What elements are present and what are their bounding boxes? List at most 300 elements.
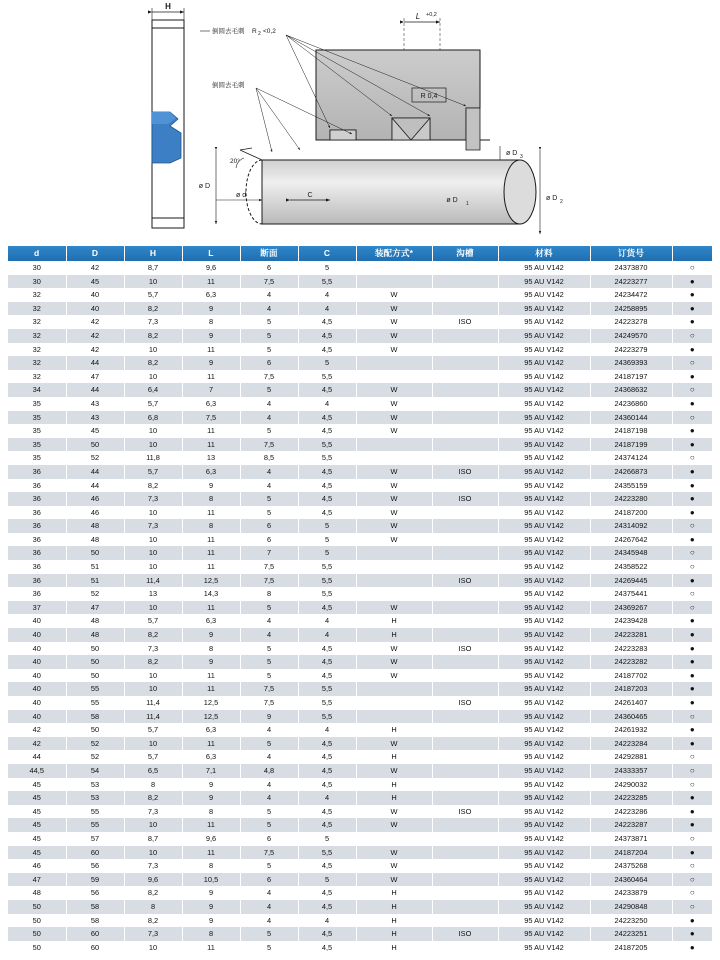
cell-C: 4 — [298, 914, 356, 928]
cell-order: 24223284 — [590, 737, 672, 751]
cell-L: 13 — [182, 451, 240, 465]
cell-mount: W — [356, 506, 432, 520]
cell-L: 8 — [182, 642, 240, 656]
cell-C: 5,5 — [298, 574, 356, 588]
cell-C: 5 — [298, 356, 356, 370]
cell-mount: W — [356, 873, 432, 887]
cell-order: 24292881 — [590, 750, 672, 764]
cell-L: 9 — [182, 302, 240, 316]
cell-stock: ○ — [672, 451, 712, 465]
cell-order: 24360144 — [590, 411, 672, 425]
cell-d: 36 — [8, 560, 66, 574]
cell-mount: W — [356, 343, 432, 357]
cell-stock: ● — [672, 846, 712, 860]
table-row — [8, 669, 712, 683]
cell-L: 7,1 — [182, 764, 240, 778]
cell-groove — [432, 261, 498, 275]
cell-d: 42 — [8, 737, 66, 751]
table-row — [8, 383, 712, 397]
cell-section: 4 — [240, 791, 298, 805]
cell-material: 95 AU V142 — [498, 859, 590, 873]
label-dia-D3: ø D — [506, 150, 518, 157]
cell-mount: H — [356, 900, 432, 914]
cell-C: 4,5 — [298, 764, 356, 778]
label-dia-D: ø D — [198, 183, 210, 190]
table-row — [8, 356, 712, 370]
cell-d: 36 — [8, 546, 66, 560]
cell-groove — [432, 329, 498, 343]
table-row — [8, 506, 712, 520]
cell-stock: ● — [672, 275, 712, 289]
cell-d: 40 — [8, 655, 66, 669]
table-row — [8, 941, 712, 955]
cell-mount: W — [356, 492, 432, 506]
cell-material: 95 AU V142 — [498, 832, 590, 846]
cell-H: 11,4 — [124, 710, 182, 724]
cell-L: 11 — [182, 818, 240, 832]
cell-material: 95 AU V142 — [498, 533, 590, 547]
label-dia-D1-sub: 1 — [466, 201, 469, 207]
cell-C: 4,5 — [298, 492, 356, 506]
cell-stock: ● — [672, 628, 712, 642]
table-row — [8, 370, 712, 384]
cell-material: 95 AU V142 — [498, 465, 590, 479]
cell-material: 95 AU V142 — [498, 873, 590, 887]
cell-material: 95 AU V142 — [498, 886, 590, 900]
cell-D: 43 — [66, 397, 124, 411]
cell-L: 12,5 — [182, 710, 240, 724]
cell-order: 24223280 — [590, 492, 672, 506]
table-row — [8, 479, 712, 493]
cell-d: 35 — [8, 451, 66, 465]
cell-C: 4,5 — [298, 805, 356, 819]
cell-H: 7,3 — [124, 519, 182, 533]
cell-stock: ○ — [672, 873, 712, 887]
cell-d: 32 — [8, 302, 66, 316]
cell-D: 50 — [66, 723, 124, 737]
cell-L: 11 — [182, 546, 240, 560]
cell-order: 24233879 — [590, 886, 672, 900]
cell-C: 4,5 — [298, 329, 356, 343]
cell-stock: ● — [672, 574, 712, 588]
cell-C: 4,5 — [298, 424, 356, 438]
cell-H: 11,4 — [124, 696, 182, 710]
cell-stock: ○ — [672, 764, 712, 778]
cell-section: 5 — [240, 315, 298, 329]
cell-section: 4 — [240, 397, 298, 411]
cell-L: 9,6 — [182, 832, 240, 846]
cell-d: 45 — [8, 805, 66, 819]
table-row — [8, 315, 712, 329]
cell-material: 95 AU V142 — [498, 451, 590, 465]
cell-L: 11 — [182, 506, 240, 520]
cell-stock: ● — [672, 397, 712, 411]
dim-dia-D3 — [500, 146, 523, 160]
cell-order: 24234472 — [590, 288, 672, 302]
cell-order: 24360465 — [590, 710, 672, 724]
cell-order: 24223285 — [590, 791, 672, 805]
table-row — [8, 628, 712, 642]
cell-order: 24223251 — [590, 927, 672, 941]
cell-L: 9 — [182, 886, 240, 900]
cell-material: 95 AU V142 — [498, 669, 590, 683]
cell-mount: W — [356, 302, 432, 316]
cell-section: 4,8 — [240, 764, 298, 778]
table-row — [8, 642, 712, 656]
table-row — [8, 710, 712, 724]
cell-groove — [432, 601, 498, 615]
cell-order: 24187205 — [590, 941, 672, 955]
cell-H: 10 — [124, 546, 182, 560]
cell-C: 4,5 — [298, 315, 356, 329]
cell-section: 5 — [240, 506, 298, 520]
cell-mount: W — [356, 859, 432, 873]
cell-stock: ○ — [672, 601, 712, 615]
table-row — [8, 927, 712, 941]
cell-stock: ● — [672, 424, 712, 438]
cell-H: 7,3 — [124, 859, 182, 873]
table-row — [8, 560, 712, 574]
cell-material: 95 AU V142 — [498, 696, 590, 710]
cell-groove — [432, 479, 498, 493]
cell-material: 95 AU V142 — [498, 587, 590, 601]
cell-material: 95 AU V142 — [498, 438, 590, 452]
cell-D: 46 — [66, 492, 124, 506]
cell-order: 24375268 — [590, 859, 672, 873]
cell-section: 7,5 — [240, 846, 298, 860]
cell-D: 44 — [66, 479, 124, 493]
cell-D: 45 — [66, 275, 124, 289]
cell-section: 4 — [240, 914, 298, 928]
cell-stock: ○ — [672, 261, 712, 275]
housing-block — [316, 50, 490, 150]
cell-section: 4 — [240, 614, 298, 628]
cell-mount: W — [356, 519, 432, 533]
table-row — [8, 750, 712, 764]
cell-stock: ● — [672, 533, 712, 547]
cell-section: 7,5 — [240, 696, 298, 710]
cell-H: 7,3 — [124, 492, 182, 506]
cell-groove — [432, 737, 498, 751]
column-header-material: 材料 — [498, 246, 590, 261]
label-dia-D2: ø D — [546, 195, 558, 202]
cell-groove: ISO — [432, 927, 498, 941]
cell-section: 6 — [240, 261, 298, 275]
cell-order: 24239428 — [590, 614, 672, 628]
cell-mount — [356, 451, 432, 465]
cell-D: 44 — [66, 383, 124, 397]
cell-stock: ● — [672, 696, 712, 710]
label-dia-D3-sub: 3 — [520, 154, 523, 160]
cell-material: 95 AU V142 — [498, 261, 590, 275]
cell-d: 32 — [8, 288, 66, 302]
cell-D: 53 — [66, 791, 124, 805]
cell-D: 52 — [66, 750, 124, 764]
table-row — [8, 261, 712, 275]
cell-stock: ○ — [672, 560, 712, 574]
cell-material: 95 AU V142 — [498, 302, 590, 316]
cell-D: 58 — [66, 900, 124, 914]
cell-stock: ○ — [672, 900, 712, 914]
cell-groove — [432, 750, 498, 764]
cell-C: 4 — [298, 628, 356, 642]
cell-d: 47 — [8, 873, 66, 887]
cell-section: 6 — [240, 832, 298, 846]
table-row — [8, 492, 712, 506]
cell-d: 45 — [8, 832, 66, 846]
cell-d: 36 — [8, 492, 66, 506]
cell-stock: ○ — [672, 546, 712, 560]
table-row — [8, 614, 712, 628]
cell-order: 24223282 — [590, 655, 672, 669]
cell-mount: W — [356, 383, 432, 397]
cell-H: 8 — [124, 900, 182, 914]
cell-L: 14,3 — [182, 587, 240, 601]
table-row — [8, 397, 712, 411]
cell-H: 10 — [124, 424, 182, 438]
table-row — [8, 682, 712, 696]
cell-d: 35 — [8, 438, 66, 452]
cell-L: 6,3 — [182, 750, 240, 764]
cell-material: 95 AU V142 — [498, 343, 590, 357]
cell-C: 5,5 — [298, 560, 356, 574]
cell-section: 5 — [240, 941, 298, 955]
cell-L: 11 — [182, 737, 240, 751]
table-row — [8, 275, 712, 289]
table-row — [8, 302, 712, 316]
cell-C: 4,5 — [298, 750, 356, 764]
cell-mount: H — [356, 791, 432, 805]
cell-L: 8 — [182, 859, 240, 873]
cell-d: 45 — [8, 791, 66, 805]
column-header-H: H — [124, 246, 182, 261]
cell-material: 95 AU V142 — [498, 614, 590, 628]
cell-section: 5 — [240, 818, 298, 832]
table-row — [8, 411, 712, 425]
cell-material: 95 AU V142 — [498, 710, 590, 724]
label-deburr-1-sub: 2 — [258, 31, 261, 37]
cell-C: 4 — [298, 288, 356, 302]
cell-H: 7,3 — [124, 927, 182, 941]
cell-H: 10 — [124, 818, 182, 832]
cell-d: 36 — [8, 574, 66, 588]
cell-material: 95 AU V142 — [498, 356, 590, 370]
cell-L: 11 — [182, 438, 240, 452]
label-dia-d: ø d — [236, 192, 247, 199]
cell-mount: H — [356, 723, 432, 737]
cell-groove — [432, 383, 498, 397]
cell-material: 95 AU V142 — [498, 764, 590, 778]
cell-D: 55 — [66, 696, 124, 710]
cell-L: 12,5 — [182, 696, 240, 710]
cell-L: 9 — [182, 329, 240, 343]
cell-groove: ISO — [432, 642, 498, 656]
cell-section: 4 — [240, 479, 298, 493]
cell-d: 32 — [8, 343, 66, 357]
cell-groove — [432, 764, 498, 778]
cell-section: 6 — [240, 533, 298, 547]
cell-mount: W — [356, 601, 432, 615]
cell-D: 60 — [66, 941, 124, 955]
table-row — [8, 343, 712, 357]
cell-d: 34 — [8, 383, 66, 397]
cell-order: 24261407 — [590, 696, 672, 710]
cell-order: 24369393 — [590, 356, 672, 370]
cell-d: 36 — [8, 465, 66, 479]
cell-material: 95 AU V142 — [498, 818, 590, 832]
cell-material: 95 AU V142 — [498, 329, 590, 343]
cell-stock: ● — [672, 506, 712, 520]
cell-H: 10 — [124, 941, 182, 955]
cell-material: 95 AU V142 — [498, 315, 590, 329]
cell-H: 10 — [124, 846, 182, 860]
cell-groove — [432, 343, 498, 357]
cell-groove — [432, 778, 498, 792]
table-row — [8, 655, 712, 669]
cell-C: 4,5 — [298, 506, 356, 520]
table-row — [8, 914, 712, 928]
cell-H: 10 — [124, 438, 182, 452]
cell-D: 52 — [66, 451, 124, 465]
cell-order: 24236860 — [590, 397, 672, 411]
cell-groove — [432, 397, 498, 411]
cell-material: 95 AU V142 — [498, 655, 590, 669]
cell-D: 42 — [66, 315, 124, 329]
cell-d: 45 — [8, 818, 66, 832]
cell-D: 42 — [66, 343, 124, 357]
cell-d: 44,5 — [8, 764, 66, 778]
cell-mount — [356, 546, 432, 560]
cell-mount: W — [356, 424, 432, 438]
cell-mount: W — [356, 655, 432, 669]
cell-C: 4 — [298, 302, 356, 316]
cell-H: 13 — [124, 587, 182, 601]
cell-groove — [432, 818, 498, 832]
shaft — [240, 148, 536, 224]
label-deburr-1-value: <0,2 — [263, 28, 276, 35]
column-header-order: 订货号 — [590, 246, 672, 261]
cell-order: 24369267 — [590, 601, 672, 615]
cell-section: 5 — [240, 655, 298, 669]
cell-mount — [356, 587, 432, 601]
column-header-C: C — [298, 246, 356, 261]
label-angle: 20° — [230, 158, 240, 165]
cell-d: 30 — [8, 275, 66, 289]
table-row — [8, 764, 712, 778]
cell-groove — [432, 587, 498, 601]
cell-D: 50 — [66, 438, 124, 452]
cell-order: 24290032 — [590, 778, 672, 792]
table-row — [8, 886, 712, 900]
table-row — [8, 859, 712, 873]
cell-mount: W — [356, 846, 432, 860]
cell-d: 35 — [8, 411, 66, 425]
cell-section: 5 — [240, 601, 298, 615]
cell-section: 5 — [240, 927, 298, 941]
cell-d: 45 — [8, 846, 66, 860]
technical-drawing — [0, 0, 720, 240]
cell-H: 10 — [124, 601, 182, 615]
cell-d: 40 — [8, 696, 66, 710]
cell-L: 11 — [182, 533, 240, 547]
cell-H: 8,7 — [124, 261, 182, 275]
cell-L: 11 — [182, 846, 240, 860]
cell-mount: W — [356, 737, 432, 751]
cell-material: 95 AU V142 — [498, 370, 590, 384]
cell-stock: ○ — [672, 329, 712, 343]
cell-order: 24314092 — [590, 519, 672, 533]
cell-H: 8,2 — [124, 628, 182, 642]
cell-L: 11 — [182, 601, 240, 615]
cell-material: 95 AU V142 — [498, 275, 590, 289]
cell-mount: W — [356, 411, 432, 425]
cell-H: 5,7 — [124, 723, 182, 737]
cell-order: 24223281 — [590, 628, 672, 642]
cell-stock: ● — [672, 914, 712, 928]
drawing-svg — [0, 0, 720, 240]
cell-C: 4 — [298, 791, 356, 805]
cell-stock: ○ — [672, 750, 712, 764]
cell-stock: ● — [672, 343, 712, 357]
cell-D: 55 — [66, 818, 124, 832]
cell-stock: ● — [672, 723, 712, 737]
cell-mount: W — [356, 533, 432, 547]
cell-groove — [432, 424, 498, 438]
table-row — [8, 791, 712, 805]
cell-groove — [432, 900, 498, 914]
cell-order: 24187203 — [590, 682, 672, 696]
cell-order: 24266873 — [590, 465, 672, 479]
cell-H: 6,5 — [124, 764, 182, 778]
cell-mount — [356, 832, 432, 846]
cell-stock: ● — [672, 941, 712, 955]
cell-L: 11 — [182, 669, 240, 683]
cell-D: 53 — [66, 778, 124, 792]
label-dia-D1: ø D — [446, 197, 458, 204]
cell-groove — [432, 723, 498, 737]
cell-H: 8,2 — [124, 356, 182, 370]
cell-groove — [432, 859, 498, 873]
cell-L: 8 — [182, 315, 240, 329]
cell-H: 5,7 — [124, 750, 182, 764]
table-row — [8, 533, 712, 547]
dim-H — [152, 2, 184, 22]
cell-material: 95 AU V142 — [498, 805, 590, 819]
cell-mount: H — [356, 886, 432, 900]
cell-stock: ● — [672, 315, 712, 329]
cell-D: 44 — [66, 356, 124, 370]
cell-groove — [432, 506, 498, 520]
cell-D: 56 — [66, 859, 124, 873]
cell-C: 4,5 — [298, 859, 356, 873]
cell-order: 24360464 — [590, 873, 672, 887]
cell-H: 10 — [124, 533, 182, 547]
cell-d: 32 — [8, 329, 66, 343]
cell-order: 24267642 — [590, 533, 672, 547]
cell-section: 5 — [240, 805, 298, 819]
cell-L: 8 — [182, 519, 240, 533]
cell-section: 6 — [240, 873, 298, 887]
cell-H: 8,2 — [124, 479, 182, 493]
cell-C: 5,5 — [298, 275, 356, 289]
cell-D: 42 — [66, 329, 124, 343]
cell-D: 58 — [66, 914, 124, 928]
cell-d: 50 — [8, 900, 66, 914]
cell-D: 43 — [66, 411, 124, 425]
cell-d: 44 — [8, 750, 66, 764]
cell-d: 35 — [8, 424, 66, 438]
cell-H: 8 — [124, 778, 182, 792]
